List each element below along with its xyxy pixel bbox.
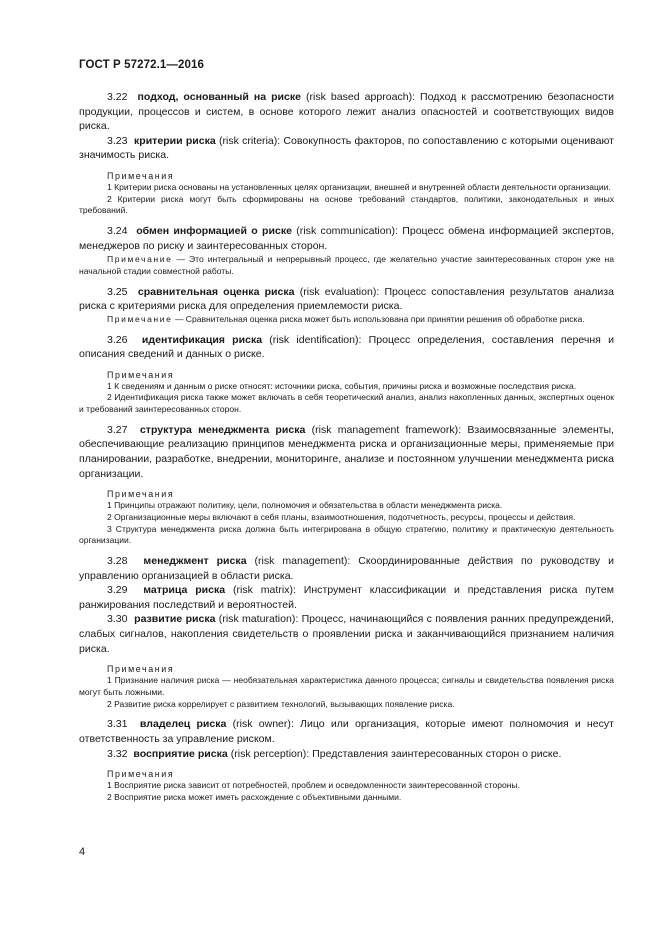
note-item: 1 Признание наличия риска — необязательная характеристика данного процесса; сигналы и свидетельства появления риска могут быть ложными. xyxy=(79,675,614,697)
document-body xyxy=(79,90,614,804)
note-item: 2 Развитие риска коррелирует с развитием технологий, вызывающих появление риска. xyxy=(107,698,455,709)
note-item: 1 К сведениям и данным о риске относят: источники риска, события, причины риска и возможные последствия риска. xyxy=(107,380,577,391)
term-3-27: 3.27 структура менеджмента риска (risk management framework): Взаимосвязанные элементы, обеспечивающие реализацию принципов менеджмента риска и организационные меры, применяемые при планировании, разработке, внедрении, мониторинге, анализе и постоянном улучшении менеджмента риска организации. xyxy=(79,423,614,480)
term-name: критерии риска xyxy=(133,134,216,147)
term-name: сравнительная оценка риска xyxy=(137,285,295,298)
term-3-23: 3.23 критерии риска (risk criteria): Совокупность факторов, по сопоставлению с которыми оценивают значимость риска. xyxy=(79,134,614,162)
notes-heading: Примечания xyxy=(107,170,175,181)
term-3-22: 3.22 подход, основанный на риске (risk based approach): Подход к рассмотрению безопасности продукции, процессов и систем, в основе которого лежит анализ опасностей и соответствующих видов риска. xyxy=(79,91,614,133)
term-3-24: 3.24 обмен информацией о риске (risk communication): Процесс обмена информацией экспертов, менеджеров по риску и заинтересованных сторон. xyxy=(79,225,614,252)
note-item: 3 Структура менеджмента риска должна быть интегрирована в общую стратегию, политику и практическую деятельность организации. xyxy=(79,523,614,546)
document-header: ГОСТ Р 57272.1—2016 xyxy=(79,59,204,71)
page-number: 4 xyxy=(79,846,86,858)
term-name: обмен информацией о риске xyxy=(136,225,292,238)
notes-heading: Примечания xyxy=(107,489,175,500)
term-name: подход, основанный на риске xyxy=(137,91,302,103)
term-name: матрица риска xyxy=(143,584,226,597)
term-name: менеджмент риска xyxy=(143,555,247,568)
note-single: Примечание — Сравнительная оценка риска может быть использована при принятии решения об обработке риска. xyxy=(107,313,585,324)
term-3-25: 3.25 сравнительная оценка риска (risk evaluation): Процесс сопоставления результатов анализа риска с критериями риска для определения приемлемости риска. xyxy=(79,285,614,313)
term-3-32: 3.32 восприятие риска (risk perception): Представления заинтересованных сторон о риске. xyxy=(107,747,562,760)
term-name: восприятие риска xyxy=(133,747,228,760)
term-name: структура менеджмента риска xyxy=(139,423,306,436)
note-item: 2 Восприятие риска может иметь расхождение с объективными данными. xyxy=(107,791,402,802)
term-3-28: 3.28 менеджмент риска (risk management): Скоординированные действия по руководству и управлению организацией в области риска. xyxy=(79,555,614,582)
note-single: Примечание — Это интегральный и непрерывный процесс, где желательно участие заинтересованных сторон уже на начальной стадии совместной работы. xyxy=(79,254,614,276)
note-item: 1 Восприятие риска зависит от потребностей, проблем и осведомленности заинтересованной стороны. xyxy=(107,780,520,791)
term-3-31: 3.31 владелец риска (risk owner): Лицо или организация, которые имеют полномочия и несут ответственность за управление риском. xyxy=(79,718,614,745)
notes-heading: Примечания xyxy=(107,369,175,380)
note-item: 2 Критерии риска могут быть сформированы на основе требований стандартов, политики, законодательных и иных требований. xyxy=(79,193,614,216)
note-item: 1 Критерии риска основаны на установленных целях организации, внешней и внутренней области деятельности организации. xyxy=(107,181,611,192)
note-item: 1 Принципы отражают политику, цели, полномочия и обязательства в области менеджмента риска. xyxy=(107,500,503,511)
note-item: 2 Идентификация риска также может включать в себя теоретический анализ, анализ накопленных данных, экспертных оценок и требований заинтересованных сторон. xyxy=(79,392,614,415)
note-item: 2 Организационные меры включают в себя планы, взаимоотношения, подотчетность, ресурсы, процессы и действия. xyxy=(107,511,576,522)
term-name: владелец риска xyxy=(139,718,227,731)
term-3-30: 3.30 развитие риска (risk maturation): Процесс, начинающийся с появления ранних предупреждений, слабых сигналов, накопления свидетельств о проявлении риска и заканчивающийся признанием наличия риска. xyxy=(79,613,614,655)
notes-heading: Примечания xyxy=(107,769,175,780)
notes-heading: Примечания xyxy=(107,664,175,675)
term-name: развитие риска xyxy=(134,613,216,626)
term-name: идентификация риска xyxy=(141,333,263,346)
term-3-26: 3.26 идентификация риска (risk identification): Процесс определения, составления перечня и описания сведений и данных о риске. xyxy=(79,333,614,361)
term-3-29: 3.29 матрица риска (risk matrix): Инструмент классификации и представления риска путем ранжирования последствий и вероятностей. xyxy=(79,584,614,611)
